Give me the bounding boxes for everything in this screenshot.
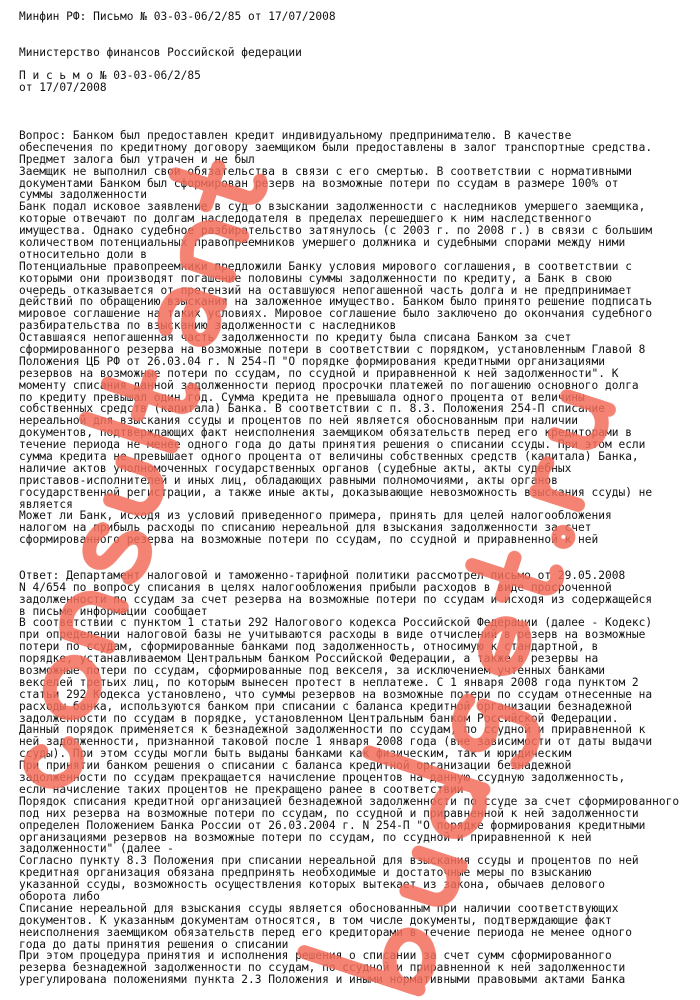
answer-text-line: неисполнения заемщиком обязательств перед его кредиторами в течение периода не менее одного [19,925,632,939]
answer-text-line: Согласно пункту 8.3 Положения при списании нереальной для взыскания ссуды и процентов по ней [19,854,639,868]
question-text-line: имущества. Однако судебное разбирательство затянулось (с 2003 г. по 2008 г.) в связи с большим [19,224,653,238]
doc-reference-line: Минфин РФ: Письмо № 03-03-06/2/85 от 17/07/2008 [19,10,336,23]
question-text-line: собственных средств (капитала) Банка. В соответствии с п. 8.3. Положения 254-П списание [19,402,605,416]
answer-text-line: резерва безнадежной задолженности по ссудам, по ссудной и приравненной к ней задолженности [19,961,626,975]
question-text-line: налогом на прибыль расходы по списанию нереальной для взыскания задолженности за счет [19,521,592,535]
question-text-line: Вопрос: Банком был предоставлен кредит индивидуальному предпринимателю. В качестве [19,128,572,142]
question-text-line: действий по обращению взыскания на заложенное имущество. Банком было принято решение подписать [19,295,653,309]
letter-date: от 17/07/2008 [19,81,107,95]
answer-text-line: Списание нереальной для взыскания ссуды является обоснованным при наличии соответствующих [19,901,619,915]
answer-text-line: урегулирована положениями пункта 2.3 Положения и иными нормативными правовыми актами Банка [19,973,626,987]
answer-text-line: расходы банка, используются банком при списании с баланса кредитной организации безнадежной [19,699,632,713]
answer-text-line: задолженности по ссудам за счет резерва на возможные потери по ссудам и исходя из содержащейся [19,592,653,606]
ministry-name: Министерство финансов Российской федерации [19,45,302,59]
answer-text-line: организациями резервов на возможные потери по ссудам, по ссудной и приравненной к ней [19,830,592,844]
document-body [19,11,684,986]
question-text-line: мировое соглашение на таких условиях. Мировое соглашение было заключено до окончания судебного [19,307,653,321]
question-text-line: течение периода не менее одного года до даты принятия решения о списании ссуды. При этом если [19,438,646,452]
question-text-line: обеспечения по кредитному договору заемщиком были предоставлены в залог транспортные средства. [19,140,653,154]
question-text-line: очередь отказывается от претензий на оставшуюся непогашенной часть долга и не предпринимает [19,283,632,297]
question-text-line: наличие актов уполномоченных государственных органов (судебные акты, акты судебных [19,461,572,475]
answer-text-line: при определении налоговой базы не учитываются расходы в виде отчислений в резерв на возможные [19,628,646,642]
answer-text-line: Порядок списания кредитной организацией безнадежной задолженности по ссуде за счет сформированного [19,794,680,808]
question-text-line: моменту списания данной задолженности период просрочки платежей по погашению основного долга [19,378,639,392]
answer-text-line: определен Положением Банка России от 26.03.2004 г. N 254-П "О порядке формирования кредитными [19,818,646,832]
question-text-line: Заемщик не выполнил свои обязательства в связи с его смертью. В соответствии с нормативными [19,164,632,178]
question-text-line: сформированного резерва на возможные потери по ссудам, по ссудной и приравненной к ней [19,533,599,547]
question-text-line: нереальной для взыскания ссуды и процентов по ней является обоснованным при наличии [19,414,579,428]
answer-text-line: оборота либо [19,889,100,903]
question-text-line: приставов-исполнителей и иных лиц, обладающих равными полномочиями, акты органов [19,473,558,487]
question-text-line: Потенциальные правопреемники предложили Банку условия мирового соглашения, в соответствии с [19,259,632,273]
answer-text-line: Данный порядок применяется к безнадежной задолженности по ссудам, по ссудной и приравненной к [19,723,646,737]
answer-text-line: статьи 292 Кодекса установлено, что суммы резервов на возможные потери по ссудам отнесенные на [19,687,653,701]
question-text-line: Может ли Банк, исходя из условий приведенного примера, принять для целей налогообложения [19,509,612,523]
spacer [19,546,684,570]
question-text-line: по кредиту превышал один год. Сумма кредита не превышала одного процента от величины [19,390,585,404]
answer-text-line: При этом процедура принятия и исполнения решения о списании за счет сумм сформированного [19,949,612,963]
spacer [19,94,684,130]
answer-text-line: возможные потери по ссудам, сформированные под векселя, за исключением учтенных банками [19,664,605,678]
answer-text-line: кредитная организация обязана предпринять необходимые и достаточные меры по взысканию [19,866,592,880]
question-text-line: Предмет залога был утрачен и не был [19,152,255,166]
answer-text-line: В соответствии с пунктом 1 статьи 292 Налогового кодекса Российской Федерации (далее - Кодекс) [19,616,653,630]
question-text-line: суммы задолженности [19,188,147,202]
question-text-line: сформированного резерва на возможные потери в соответствии с порядком, установленным Главой 8 [19,342,646,356]
answer-text-line: порядке, устанавливаемом Центральным банком Российской Федерации, а также в резервы на [19,652,599,666]
question-text-line: которыми они производят погашение половины суммы задолженности по кредиту, а Банк в свою [19,271,612,285]
answer-text-line: задолженности по ссудам в порядке, установленном Центральным банком Российской Федерации. [19,711,619,725]
answer-text-line: При принятии банком решения о списании с баланса кредитной организации безнадежной [19,759,572,773]
answer-text-line: Ответ: Департамент налоговой и таможенно-тарифной политики рассмотрел письмо от 29.05.2008 [19,568,626,582]
answer-text-line: под них резерва на возможные потери по ссудам, по ссудной и приравненной к ней задолженности [19,806,639,820]
answer-text-line: ссуды). При этом ссуды могли быть выданы банками как физическим, так и юридическим [19,747,572,761]
question-text-line: документов, подтверждающих факт неисполнения заемщиком обязательств перед его кредиторами в [19,426,632,440]
question-section [19,130,684,546]
question-text-line: Банк подал исковое заявление в суд о взыскании задолженности с наследников умершего заемщика, [19,200,646,214]
question-text-line: относительно доли в [19,247,147,261]
question-text-line: Положения ЦБ РФ от 26.03.04 г. N 254-П "О порядке формирования кредитными организациями [19,354,605,368]
answer-text-line: N 4/654 по вопросу списания в целях налогообложения прибыли расходов в виде просроченной [19,580,612,594]
question-text-line: количеством потенциальных правопреемников умершего должника и судебными спорами между ними [19,235,626,249]
answer-text-line: документов. К указанным документам относятся, в том числе документы, подтверждающие факт [19,913,612,927]
answer-text-line: в письме информации сообщает [19,604,208,618]
question-text-line: государственной регистрации, а также иные акты, доказывающие невозможность взыскания ссуды) не [19,485,653,499]
question-text-line: которые отвечают по долгам наследодателя в пределах перешедшего к ним наследственного [19,212,592,226]
answer-text-line: потери по ссудам, сформированные банками под задолженность, относимую к стандартной, в [19,640,599,654]
question-text-line: документами Банком был сформирован резерв на возможные потери по ссудам в размере 100% от [19,176,619,190]
answer-text-line: задолженности по ссудам прекращается начисление процентов на данную ссудную задолженность, [19,771,626,785]
question-text-line: сумма кредита не превышает одного процента от величины собственных средств (капитала) Банка, [19,449,639,463]
answer-text-line: если начисление таких процентов не прекращено ранее в соответствии [19,782,464,796]
question-text-line: Оставшаяся непогашенная часть задолженности по кредиту была списана Банком за счет [19,331,572,345]
answer-text-line: указанной ссуды, возможность осуществления которых вытекает из закона, обычаев делового [19,878,605,892]
answer-text-line: года до даты принятия решения о списании [19,937,289,951]
question-text-line: разбирательства по взысканию задолженности с наследников [19,319,397,333]
letter-title: П и с ь м о № 03-03-06/2/85 [19,69,201,83]
answer-text-line: ней задолженности, признанной таковой после 1 января 2008 года (вне зависимости от даты выдачи [19,735,653,749]
spacer [19,23,684,47]
answer-section [19,570,684,986]
question-text-line: является [19,497,73,511]
answer-text-line: задолженности" (далее - [19,842,174,856]
answer-text-line: векселей третьих лиц, по которым вынесен протест в неплатеже. С 1 января 2008 года пунктом 2 [19,675,639,689]
question-text-line: резервов на возможные потери по ссудам, по ссудной и приравненной к ней задолженности". К [19,366,619,380]
